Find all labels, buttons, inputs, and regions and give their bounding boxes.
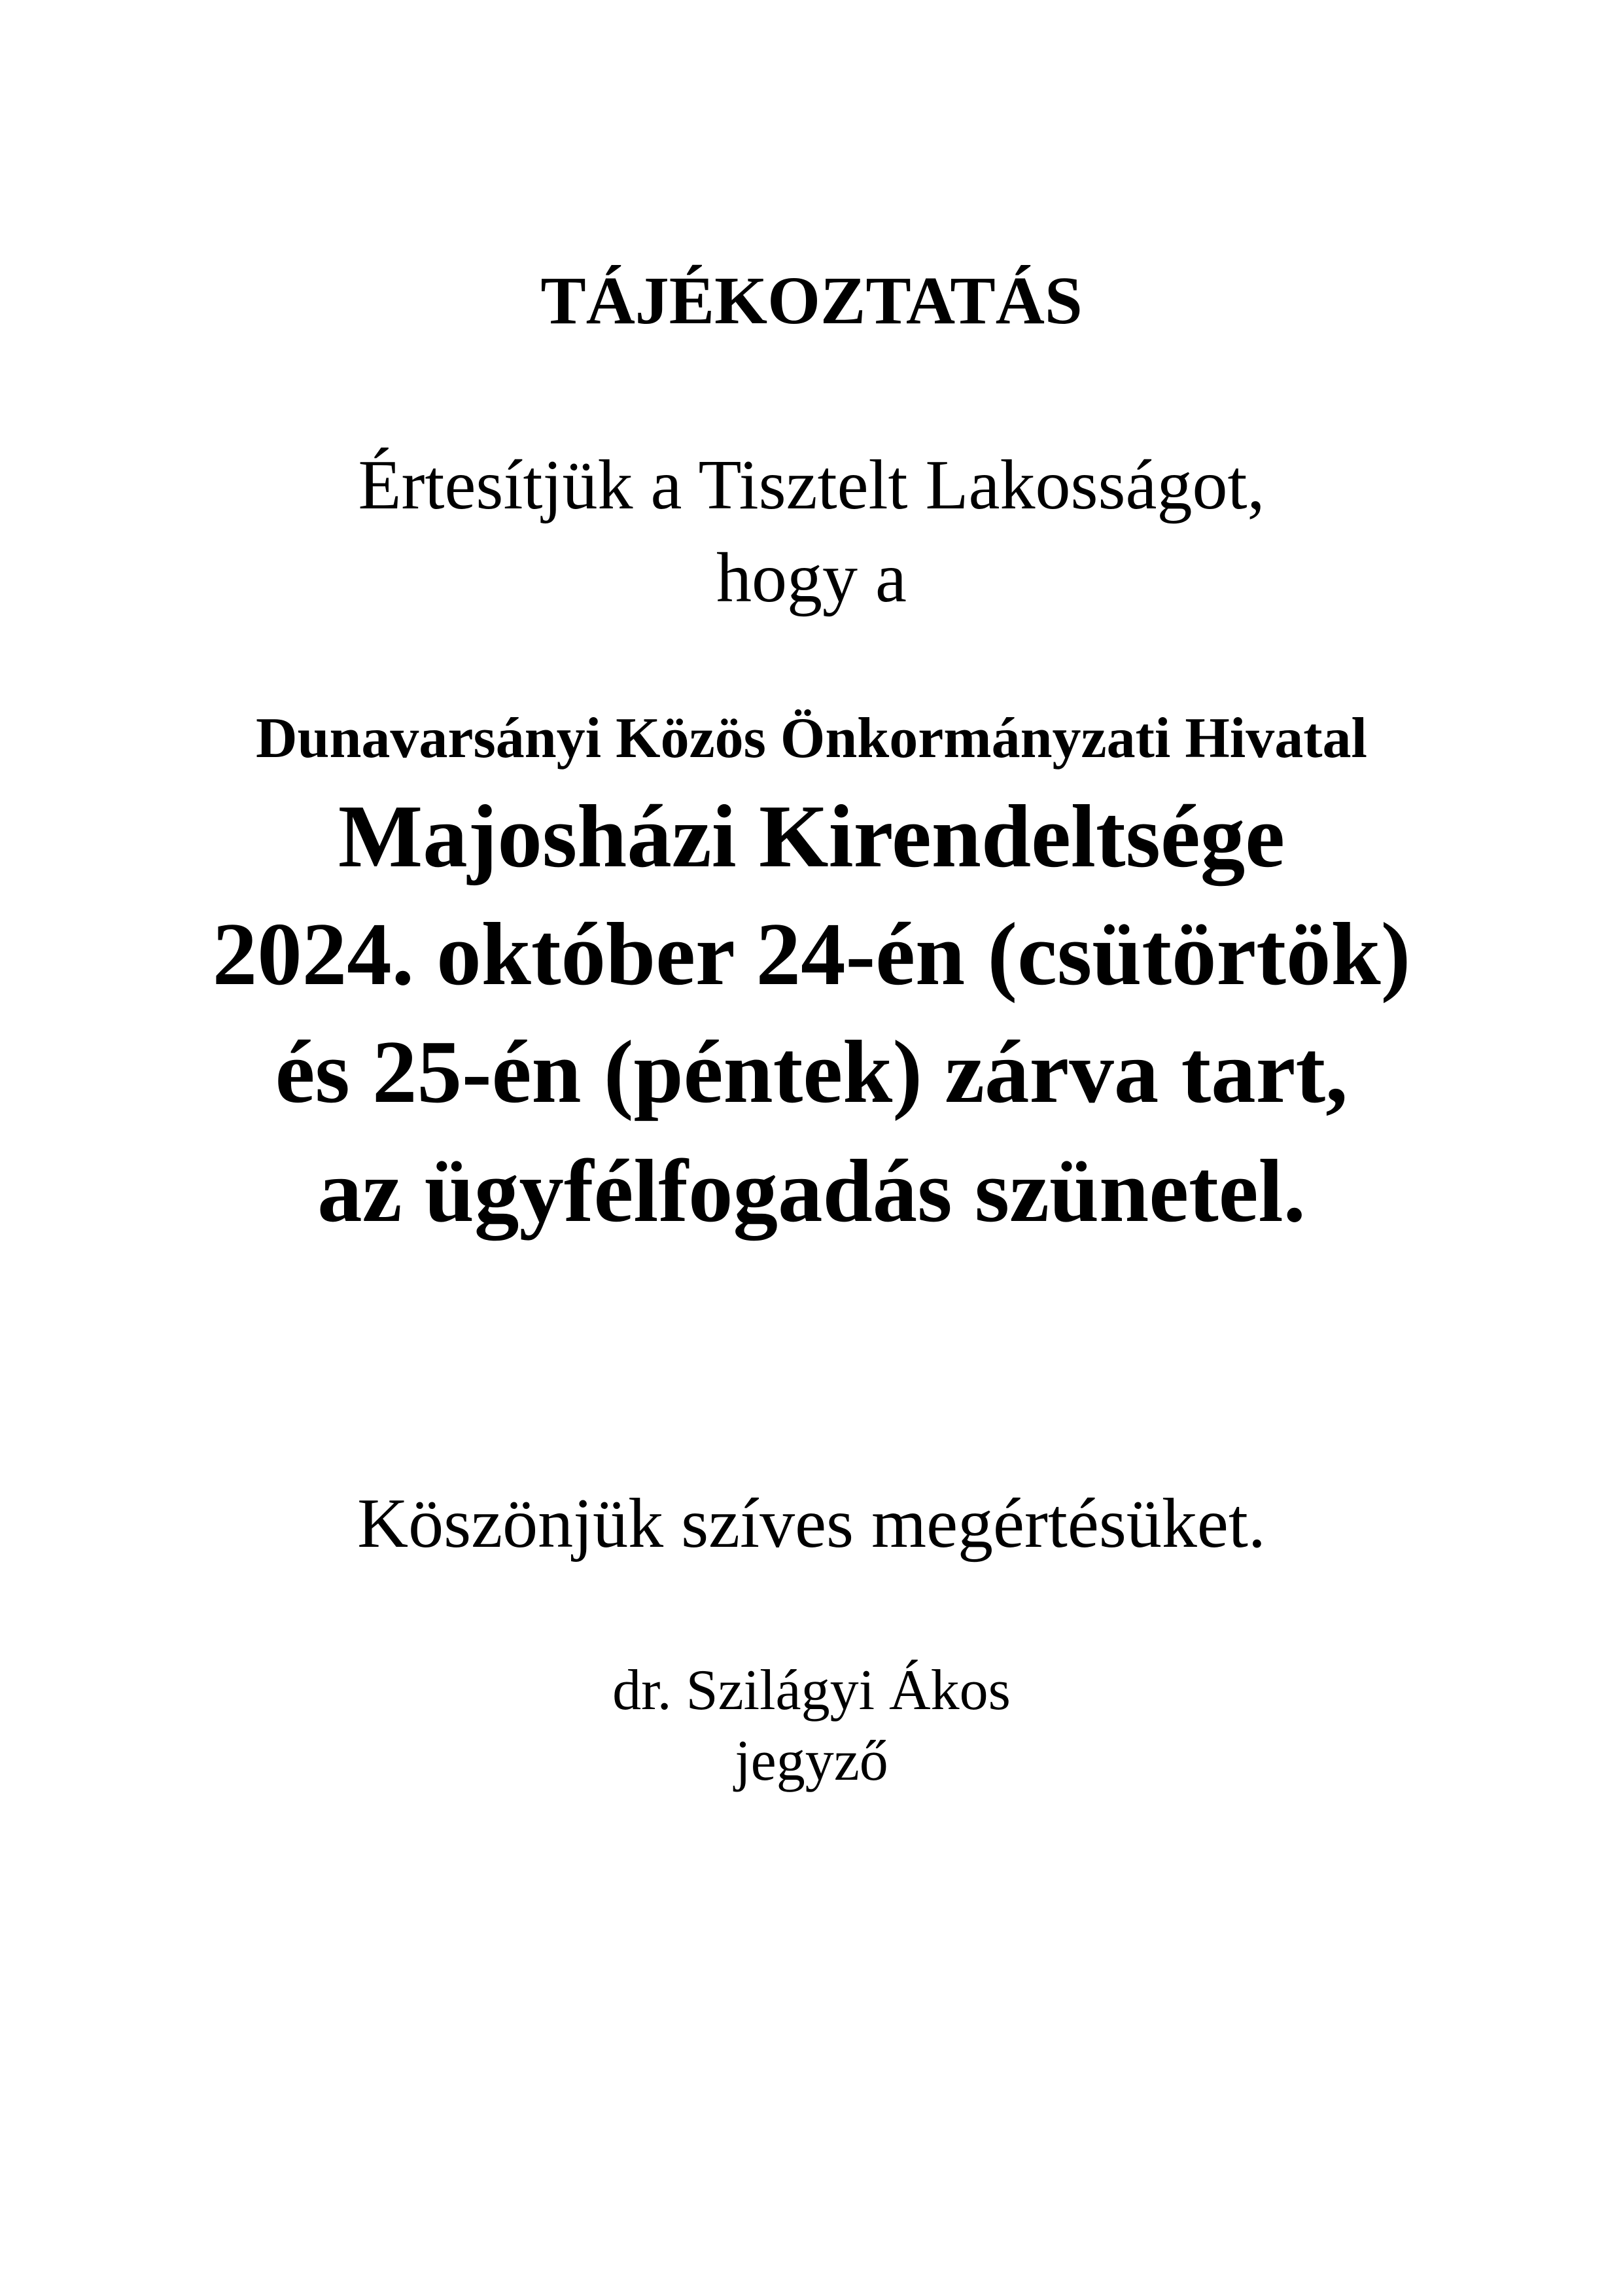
announcement-line-4: az ügyfélfogadás szünetel. [317,1141,1306,1241]
announcement-line-3: és 25-én (péntek) zárva tart, [275,1022,1348,1122]
announcement-line-1: Majosházi Kirendeltsége [338,786,1285,886]
thanks-line: Köszönjük szíves megértésüket. [357,1485,1266,1563]
announcement-line-2: 2024. október 24-én (csütörtök) [212,904,1411,1004]
notice-title: TÁJÉKOZTATÁS [540,263,1083,338]
intro-line-2: hogy a [716,539,907,617]
intro-line-1: Értesítjük a Tisztelt Lakosságot, [358,446,1265,524]
office-name: Dunavarsányi Közös Önkormányzati Hivatal [256,707,1367,770]
signature-name: dr. Szilágyi Ákos [612,1659,1011,1722]
signature-title: jegyző [735,1729,888,1793]
